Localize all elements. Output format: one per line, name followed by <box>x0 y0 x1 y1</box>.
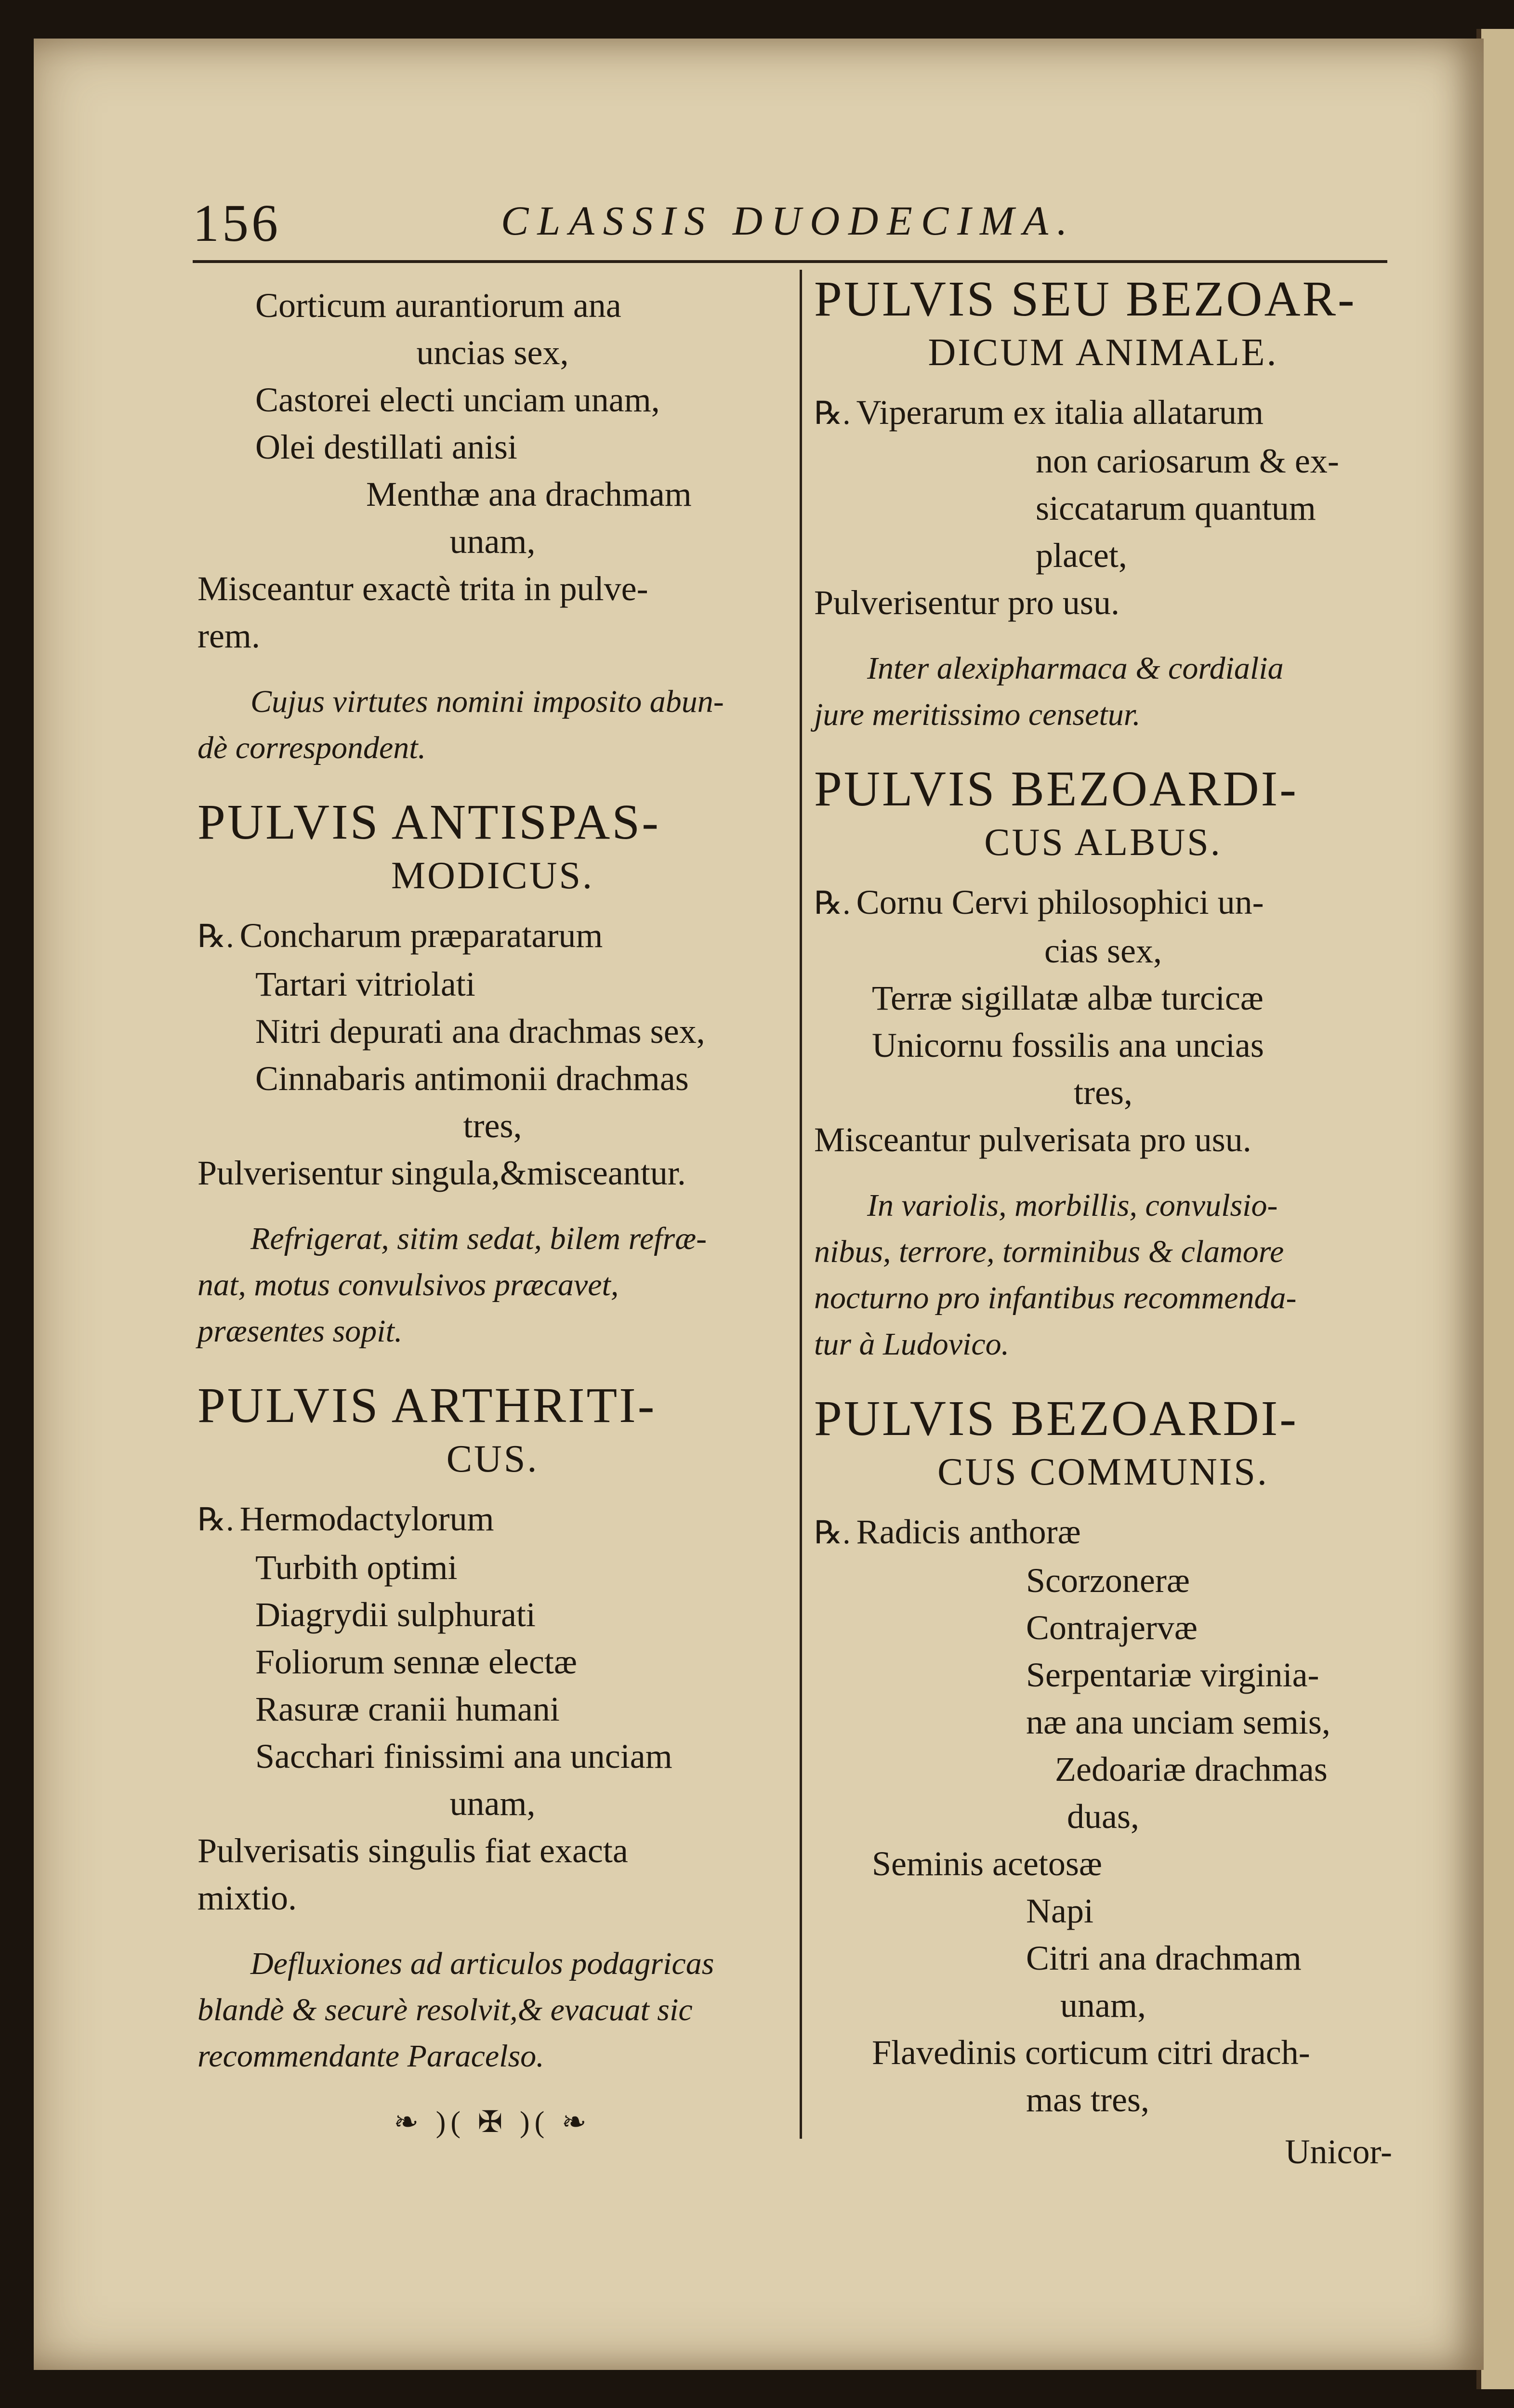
recipe-line: Menthæ ana drachmam <box>366 475 692 513</box>
note-bezoardicum-animale <box>814 645 1392 738</box>
note-line: dè correspondent. <box>197 730 426 765</box>
heading-subtitle: CUS COMMUNIS. <box>937 1451 1269 1493</box>
recipe-line: unam, <box>449 522 536 561</box>
recipe-line: Terræ sigillatæ albæ turcicæ <box>872 979 1264 1017</box>
heading-subtitle: MODICUS. <box>391 855 594 897</box>
note-line: recommendante Paracelso. <box>197 2039 544 2074</box>
note-line: præsentes sopit. <box>197 1314 403 1349</box>
heading-title: PULVIS SEU BEZOAR- <box>814 271 1356 327</box>
heading-subtitle: CUS ALBUS. <box>984 821 1222 864</box>
note-arthriticus <box>197 1941 788 2079</box>
recipe-line: Cinnabaris antimonii drachmas <box>255 1059 689 1098</box>
note-line: nibus, terrore, torminibus & clamore <box>814 1234 1284 1269</box>
recipe-line: Napi <box>1026 1892 1093 1930</box>
recipe-line: unam, <box>1060 1986 1146 2025</box>
recipe-line: Misceantur exactè trita in pulve- <box>197 569 648 608</box>
recipe-symbol: ℞. <box>814 396 851 431</box>
note-line: In variolis, morbillis, convulsio- <box>867 1188 1278 1223</box>
recipe-line: Tartari vitriolati <box>255 965 475 1003</box>
recipe-line: Flavedinis corticum citri drach- <box>872 2033 1310 2072</box>
note-line: nat, motus convulsivos præcavet, <box>197 1267 619 1303</box>
recipe-line: Pulverisatis singulis fiat exacta <box>197 1831 628 1870</box>
recipe-line: Cornu Cervi philosophici un- <box>856 883 1264 921</box>
recipe-line: Misceantur pulverisata pro usu. <box>814 1120 1251 1159</box>
note-line: blandè & securè resolvit,& evacuat sic <box>197 1992 693 2027</box>
recipe-line: uncias sex, <box>416 333 569 372</box>
recipe-line: Viperarum ex italia allatarum <box>856 393 1264 432</box>
heading-subtitle: DICUM ANIMALE. <box>928 331 1278 374</box>
recipe-line: Pulverisentur pro usu. <box>814 583 1119 622</box>
recipe-line: Castorei electi unciam unam, <box>255 381 660 419</box>
ornament-icon: ❧ )( ✠ )( ❧ <box>394 2106 592 2139</box>
recipe-line: Turbith optimi <box>255 1548 458 1587</box>
note-line: nocturno pro infantibus recommenda- <box>814 1280 1297 1316</box>
page-number: 156 <box>193 194 281 252</box>
recipe-symbol: ℞. <box>814 886 851 921</box>
right-column <box>814 272 1392 2175</box>
recipe-symbol: ℞. <box>814 1515 851 1551</box>
recipe-line: placet, <box>1036 536 1127 575</box>
note-line: Inter alexipharmaca & cordialia <box>867 651 1284 686</box>
recipe-line: duas, <box>1067 1797 1139 1836</box>
left-column <box>197 272 788 2146</box>
note-line: Defluxiones ad articulos podagricas <box>250 1946 714 1981</box>
heading-subtitle: CUS. <box>446 1438 539 1480</box>
recipe-arthriticus <box>197 1495 788 1921</box>
recipe-line: siccatarum quantum <box>1036 489 1316 527</box>
note-line: Refrigerat, sitim sedat, bilem refræ- <box>250 1221 707 1256</box>
recipe-line: Rasuræ cranii humani <box>255 1690 560 1728</box>
heading-bezoardicum-animale <box>814 272 1392 379</box>
page-header <box>193 193 1387 255</box>
recipe-symbol: ℞. <box>197 1502 234 1538</box>
recipe-line: rem. <box>197 617 260 655</box>
heading-title: PULVIS BEZOARDI- <box>814 761 1298 816</box>
recipe-line: Pulverisentur singula,&misceantur. <box>197 1154 686 1192</box>
recipe-line: Sacchari finissimi ana unciam <box>255 1737 672 1776</box>
heading-antispasmodicus <box>197 795 788 902</box>
recipe-line: Concharum præparatarum <box>239 916 603 955</box>
recipe-line: mixtio. <box>197 1879 297 1917</box>
note-line: Cujus virtutes nomini imposito abun- <box>250 684 724 719</box>
heading-title: PULVIS ARTHRITI- <box>197 1378 657 1433</box>
recipe-line: Olei destillati anisi <box>255 428 517 466</box>
heading-arthriticus <box>197 1379 788 1486</box>
recipe-line: næ ana unciam semis, <box>1026 1703 1330 1741</box>
recipe-line: cias sex, <box>1044 932 1162 970</box>
note-bezoardicus-albus <box>814 1183 1392 1368</box>
recipe-line: non cariosarum & ex- <box>1036 442 1339 480</box>
recipe-line: Zedoariæ drachmas <box>1055 1750 1328 1789</box>
recipe-line: unam, <box>449 1784 536 1823</box>
recipe-line: Corticum aurantiorum ana <box>255 286 621 325</box>
recipe-line: Foliorum sennæ electæ <box>255 1643 577 1681</box>
recipe-line: Unicornu fossilis ana uncias <box>872 1026 1264 1065</box>
intro-note <box>197 679 788 771</box>
recipe-line: tres, <box>463 1106 522 1145</box>
recipe-line: Hermodactylorum <box>239 1500 494 1538</box>
recipe-line: tres, <box>1074 1073 1132 1112</box>
recipe-antispasmodicus <box>197 912 788 1197</box>
recipe-line: Scorzoneræ <box>1026 1561 1190 1600</box>
note-line: tur à Ludovico. <box>814 1327 1010 1362</box>
recipe-line: Contrajervæ <box>1026 1608 1198 1647</box>
heading-title: PULVIS ANTISPAS- <box>197 794 660 850</box>
recipe-bezoardicus-communis <box>814 1508 1392 2123</box>
column-rule <box>800 270 802 2139</box>
recipe-line: Citri ana drachmam <box>1026 1939 1302 1977</box>
catchword: Unicor- <box>1285 2132 1392 2171</box>
recipe-bezoardicum-animale <box>814 389 1392 626</box>
recipe-line: Diagrydii sulphurati <box>255 1595 536 1634</box>
running-title: CLASSIS DUODECIMA. <box>501 197 1076 244</box>
recipe-line: Nitri depurati ana drachmas sex, <box>255 1012 705 1051</box>
heading-bezoardicus-albus <box>814 762 1392 869</box>
recipe-line: mas tres, <box>1026 2080 1149 2119</box>
recipe-symbol: ℞. <box>197 919 234 954</box>
recipe-bezoardicus-albus <box>814 879 1392 1163</box>
recipe-line: Radicis anthoræ <box>856 1513 1081 1551</box>
intro-recipe <box>197 282 788 659</box>
header-rule <box>193 260 1387 263</box>
heading-title: PULVIS BEZOARDI- <box>814 1391 1298 1446</box>
recipe-line: Serpentariæ virginia- <box>1026 1656 1319 1694</box>
note-antispasmodicus <box>197 1216 788 1355</box>
heading-bezoardicus-communis <box>814 1392 1392 1499</box>
note-line: jure meritissimo censetur. <box>814 697 1141 732</box>
recipe-line: Seminis acetosæ <box>872 1844 1102 1883</box>
